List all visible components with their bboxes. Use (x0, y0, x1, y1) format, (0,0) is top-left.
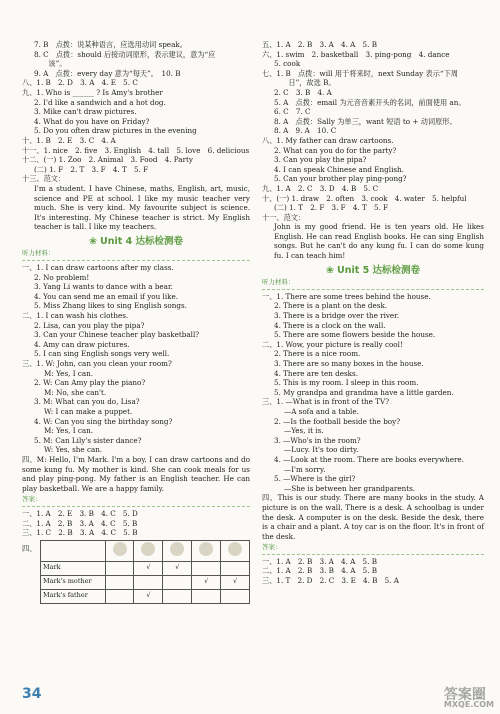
section-label: 听力材料： (262, 278, 484, 290)
transcript-line: 5. My grandpa and grandma have a little garden. (274, 387, 454, 397)
transcript-line: M: Yes, I can. (44, 426, 94, 436)
row-header: Mark's mother (41, 575, 106, 589)
answer-line: 六、1. swim 2. basketball 3. ping-pong 4. dance (262, 49, 450, 59)
part-four-passage: 四、This is our study. There are many books in the study. A picture is on the wall. There is a desk. A schoolbag is under the desk. A computer is on the desk. Beside the desk, there is a chair and a plant. A toy car is on the floor. It's in front of the desk. (262, 493, 484, 541)
section-label: 答案： (22, 495, 250, 507)
transcript-line: W: Yes, she can. (44, 445, 103, 455)
paw-icon: ❀ (326, 264, 334, 276)
answer-line: 8. A 9. A 10. C (274, 126, 337, 136)
transcript-line: 二、1. Wow, your picture is really cool! (262, 339, 403, 349)
table-row (41, 589, 250, 603)
answer-line: 七、1. B 点拨：will 用于将来时，next Sunday 表示“下周 (262, 68, 458, 78)
answer-line: 8. A 点拨：Sally 为单三，want 短语 to + 动词原形。 (274, 116, 457, 126)
table-cell (105, 561, 134, 575)
answer-line: 8. C 点拨：should 后接动词原形，表示建议，意为“应 (34, 49, 216, 59)
watermark (443, 686, 494, 710)
transcript-line: 5. This is my room. I sleep in this room. (274, 378, 419, 388)
section-label: 听力材料： (22, 249, 250, 261)
transcript-line: 2. No problem! (34, 272, 90, 282)
unit-title (22, 237, 250, 247)
activity-picture-icon (113, 542, 127, 556)
table-cell (163, 575, 192, 589)
activity-picture-icon (170, 542, 184, 556)
answer-line: 十一、范文： (262, 212, 306, 222)
watermark-text: 答案圈 (443, 686, 486, 703)
transcript-line: 4. —Look at the room. There are books everywhere. (274, 454, 464, 464)
transcript-line: 二、1. I can wash his clothes. (22, 311, 129, 321)
table-row (41, 561, 250, 575)
table-cell (221, 589, 250, 603)
answer-line: 五、1. A 2. B 3. A 4. A 5. B (262, 40, 377, 49)
answer-line: 九、1. A 2. C 3. D 4. B 5. C (262, 183, 379, 193)
table-cell: √ (134, 589, 163, 603)
transcript-line: 5. —Where is the girl? (274, 474, 356, 484)
right-top-answers (262, 40, 484, 222)
answer-table-block (22, 540, 250, 604)
unit-title-text: Unit 4 达标检测卷 (99, 235, 183, 247)
table-cell: √ (134, 561, 163, 575)
right-column (262, 40, 484, 586)
answer-line: 2. I'd like a sandwich and a hot dog. (34, 97, 166, 107)
page-number: 34 (22, 686, 42, 703)
table-corner (41, 540, 106, 561)
watermark-url: MXQE.COM (443, 700, 494, 710)
transcript-line: 4. W: Can you sing the birthday song? (34, 416, 173, 426)
table-row (41, 575, 250, 589)
answer-line: 十一、1. nice 2. five 3. English 4. tall 5. love 6. delicious (22, 145, 250, 155)
answer-line: 5. A 点拨：email 为元音音素开头的名词，前面使用 an。 (274, 97, 466, 107)
transcript-line: —A sofa and a table. (284, 406, 359, 416)
transcript-line: 4. You can send me an email if you like. (34, 291, 179, 301)
transcript-line: 3. Can your Chinese teacher play basketball? (34, 330, 200, 340)
table-cell (192, 561, 221, 575)
answer-line: 5. Can your brother play ping-pong? (274, 174, 407, 184)
transcript-line: —She is between her grandparents. (284, 483, 416, 493)
paw-icon: ❀ (89, 235, 97, 247)
answer-line: 十、1. B 2. E 3. C 4. A (22, 135, 116, 145)
answer-line: 4. What do you have on Friday? (34, 116, 150, 126)
answer-line: 9. A 点拨：every day 意为“每天”。 10. B (34, 68, 181, 78)
answer-line: 十、(一) 1. draw 2. often 3. cook 4. water 5. helpful (262, 193, 467, 203)
answer-line: 2. C 3. B 4. A (274, 87, 332, 97)
transcript-line: 一、1. I can draw cartoons after my class. (22, 263, 174, 273)
transcript-line: 一、1. There are some trees behind the house. (262, 291, 431, 301)
listening-transcript (22, 263, 250, 455)
table-cell (134, 575, 163, 589)
transcript-line: 3. There are so many boxes in the house. (274, 359, 424, 368)
table-cell (105, 589, 134, 603)
answer-line: 7. B 点拨：说某种语言，应选用动词 speak。 (34, 40, 187, 49)
answer-line: 八、1. My father can draw cartoons. (262, 135, 394, 145)
transcript-line: 2. There is a nice room. (274, 349, 361, 359)
transcript-line: M: Yes, I can. (44, 368, 94, 378)
transcript-line: 4. There are ten desks. (274, 368, 358, 378)
answer-line: 3. Mike can't draw pictures. (34, 107, 137, 117)
model-essay: John is my good friend. He is ten years old. He likes English. He can read English books. He can sing English songs. But he can't do any kung fu. I can do some kung fu. I can teach him! (274, 222, 484, 261)
answer-line: 二、1. A 2. B 3. B 4. A 5. B (262, 566, 378, 576)
answer-line: 九、1. Who is ______ ? Is Amy's brother (22, 87, 163, 97)
answer-line: 该”。 (34, 59, 67, 69)
listening-transcript (262, 292, 484, 493)
activity-picture-icon (199, 542, 213, 556)
answer-line: 八、1. B 2. D 3. A 4. E 5. C (22, 78, 138, 88)
section-label: 答案： (262, 543, 484, 555)
table-cell (105, 575, 134, 589)
answer-line: 4. I can speak Chinese and English. (274, 164, 404, 174)
row-header: Mark's father (41, 589, 106, 603)
transcript-line: —Yes, it is. (284, 426, 324, 436)
table-cell (163, 589, 192, 603)
answer-line: 十二、(一) 1. Zoo 2. Animal 3. Food 4. Party (22, 155, 193, 165)
transcript-line: —Lucy. It's too dirty. (284, 445, 359, 455)
transcript-line: 3. —Who's in the room? (274, 435, 361, 445)
transcript-line: 4. Amy can draw pictures. (34, 339, 130, 349)
answer-line: 3. Can you play the pipa? (274, 155, 367, 165)
answer-line: 2. What can you do for the party? (274, 145, 397, 155)
unit-title (262, 266, 484, 276)
left-top-answers (22, 40, 250, 184)
answer-line: 三、1. T 2. D 2. C 3. E 4. B 5. A (262, 576, 399, 586)
transcript-line: 3. There is a bridge over the river. (274, 311, 400, 321)
table-cell: √ (221, 575, 250, 589)
transcript-line: W: I can make a puppet. (44, 406, 133, 416)
answer-line: 日”，故选 B。 (274, 78, 336, 88)
activity-picture (134, 540, 163, 561)
transcript-line: —I'm sorry. (284, 464, 326, 474)
transcript-line: M: No, she can't. (44, 387, 107, 397)
answer-line: 5. cook (274, 59, 301, 69)
table-cell: √ (192, 575, 221, 589)
transcript-line: 2. W: Can Amy play the piano? (34, 378, 146, 388)
transcript-line: 2. —Is the football beside the boy? (274, 416, 401, 426)
activity-picture-icon (228, 542, 242, 556)
transcript-line: 4. There is a clock on the wall. (274, 320, 386, 330)
transcript-line: 3. Yang Li wants to dance with a bear. (34, 282, 173, 292)
table-label: 四、 (22, 543, 37, 553)
answer-line: (二) 1. T 2. F 3. F 4. T 5. F (274, 203, 389, 213)
activity-picture (163, 540, 192, 561)
activity-picture (192, 540, 221, 561)
table-cell (192, 589, 221, 603)
transcript-line: 三、1. W: John, can you clean your room? (22, 359, 172, 368)
answer-line: 二、1. A 2. B 3. A 4. C 5. B (22, 518, 138, 528)
activity-picture-icon (141, 542, 155, 556)
table-cell (221, 561, 250, 575)
activity-picture (105, 540, 134, 561)
transcript-line: 5. M: Can Lily's sister dance? (34, 435, 142, 445)
answer-line: 三、1. C 2. B 3. A 4. C 5. B (22, 528, 138, 538)
transcript-line: 三、1. —What is in front of the TV? (262, 397, 390, 407)
transcript-line: 2. Lisa, can you play the pipa? (34, 320, 145, 330)
unit-title-text: Unit 5 达标检测卷 (336, 264, 420, 276)
model-essay: I'm a student. I have Chinese, maths, English, art, music, science and PE at school. I like my music teacher very much. She is very kind. My favourite subject is science. It's interesting. My Chinese teacher is strict. My English teacher is tall. I like my teachers. (34, 183, 250, 232)
answer-line: 6. C 7. C (274, 107, 311, 117)
transcript-line: 3. M: What can you do, Lisa? (34, 397, 140, 407)
answer-line: (二) 1. F 2. T 3. F 4. T 5. F (34, 164, 149, 174)
row-header: Mark (41, 561, 106, 575)
answer-line: 5. Do you often draw pictures in the evening (34, 126, 197, 136)
table-cell: √ (163, 561, 192, 575)
answer-table (40, 540, 250, 604)
answer-line: 十三、范文： (22, 174, 66, 184)
table-header-row (41, 540, 250, 561)
transcript-line: 5. There are some flowers beside the house. (274, 330, 436, 340)
answer-line: 一、1. A 2. B 3. A 4. A 5. B (262, 556, 377, 566)
transcript-line: 5. Miss Zhang likes to sing English songs. (34, 301, 187, 311)
transcript-line: 5. I can sing English songs very well. (34, 349, 170, 359)
transcript-line: 2. There is a plant on the desk. (274, 301, 388, 311)
activity-picture (221, 540, 250, 561)
left-column (22, 40, 250, 606)
part-four-passage: 四、M: Hello, I'm Mark. I'm a boy. I can draw cartoons and do some kung fu. My mother is kind. She can cook meals for us and play ping-pong. My father is an English teacher. He can play basketball. We are a happy family. (22, 454, 250, 493)
answer-line: 一、1. A 2. E 3. B 4. C 5. D (22, 508, 138, 518)
